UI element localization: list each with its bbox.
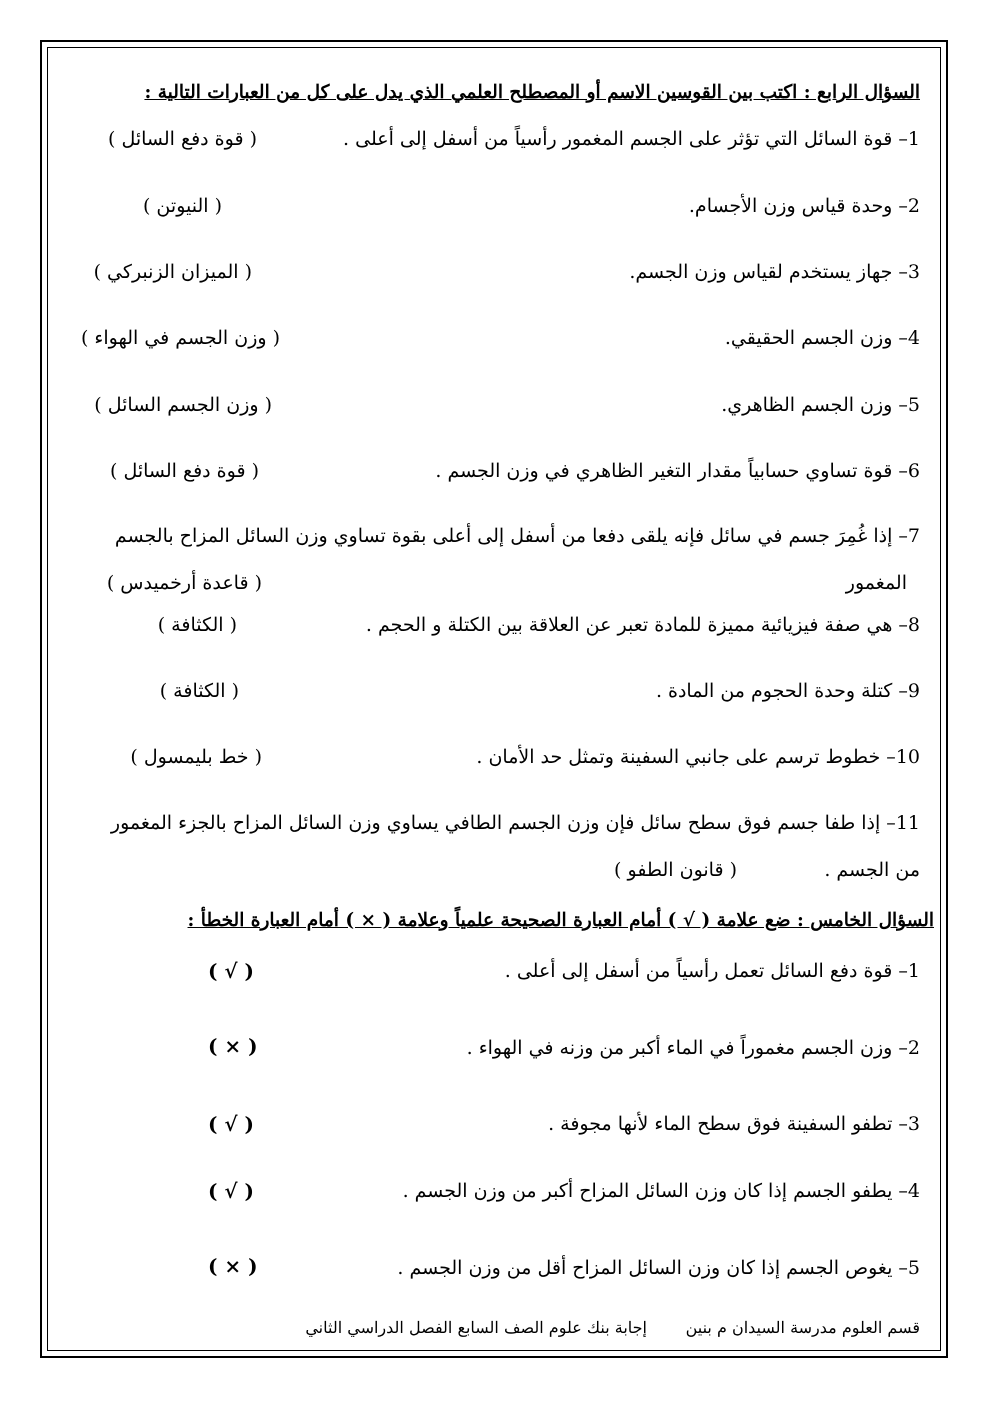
q4-item-4: 4– وزن الجسم الحقيقي. (724, 327, 920, 349)
q4-item-6: 6– قوة تساوي حسابياً مقدار التغير الظاهري في وزن الجسم . (435, 460, 920, 482)
q5-answer-2: ( × ) (208, 1034, 258, 1058)
q4-answer-9: ( الكثافة ) (159, 680, 239, 702)
q4-heading: السؤال الرابع : اكتب بين القوسين الاسم أو المصطلح العلمي الذي يدل على كل من العبارات التالية : (144, 82, 920, 103)
q4-answer-5: ( وزن الجسم السائل ) (94, 394, 272, 416)
q4-item-1: 1– قوة السائل التي تؤثر على الجسم المغمور رأسياً من أسفل إلى أعلى . (343, 128, 920, 150)
q5-answer-1: ( √ ) (208, 959, 254, 983)
q5-item-3: 3– تطفو السفينة فوق سطح الماء لأنها مجوفة . (548, 1113, 920, 1135)
q4-item-10: 10– خطوط ترسم على جانبي السفينة وتمثل حد الأمان . (476, 746, 920, 768)
q4-answer-1: ( قوة دفع السائل ) (108, 128, 257, 150)
q4-answer-2: ( النيوتن ) (142, 195, 222, 217)
q4-item-11: 11– إذا طفا جسم فوق سطح سائل فإن وزن الجسم الطافي يساوي وزن السائل المزاح بالجزء المغمور (110, 812, 920, 834)
q4-item-7: 7– إذا غُمِرَ جسم في سائل فإنه يلقى دفعا من أسفل إلى أعلى بقوة تساوي وزن السائل المزاح بالجسم (114, 525, 920, 547)
q5-heading: السؤال الخامس : ضع علامة ( √ ) أمام العبارة الصحيحة علمياً وعلامة ( × ) أمام العبارة الخطأ : (187, 910, 934, 931)
q5-item-4: 4– يطفو الجسم إذا كان وزن السائل المزاح أكبر من وزن الجسم . (402, 1180, 920, 1202)
q4-answer-10: ( خط بليمسول ) (130, 746, 262, 768)
q5-item-1: 1– قوة دفع السائل تعمل رأسياً من أسفل إلى أعلى . (504, 960, 920, 982)
q5-answer-4: ( √ ) (208, 1179, 254, 1203)
q5-answer-5: ( × ) (208, 1254, 258, 1278)
q4-item-7-cont: المغمور (845, 572, 907, 594)
q5-item-5: 5– يغوص الجسم إذا كان وزن السائل المزاح أقل من وزن الجسم . (397, 1257, 920, 1279)
q5-answer-3: ( √ ) (208, 1112, 254, 1136)
q4-answer-3: ( الميزان الزنبركي ) (93, 261, 252, 283)
q4-item-9: 9– كتلة وحدة الحجوم من المادة . (655, 680, 920, 702)
q4-answer-7: ( قاعدة أرخميدس ) (106, 572, 262, 594)
q4-item-3: 3– جهاز يستخدم لقياس وزن الجسم. (629, 261, 920, 283)
q5-item-2: 2– وزن الجسم مغموراً في الماء أكبر من وزنه في الهواء . (466, 1037, 920, 1059)
footer-department: قسم العلوم مدرسة السيدان م بنين (685, 1318, 920, 1337)
q4-item-5: 5– وزن الجسم الظاهري. (721, 394, 920, 416)
q4-item-11-cont: من الجسم . (824, 859, 920, 881)
footer-title: إجابة بنك علوم الصف السابع الفصل الدراسي الثاني (305, 1318, 647, 1337)
q4-answer-6: ( قوة دفع السائل ) (110, 460, 259, 482)
q4-answer-11: ( قانون الطفو ) (614, 859, 737, 881)
q4-answer-8: ( الكثافة ) (157, 614, 237, 636)
q4-item-2: 2– وحدة قياس وزن الأجسام. (688, 195, 920, 217)
q4-item-8: 8– هي صفة فيزيائية مميزة للمادة تعبر عن العلاقة بين الكتلة و الحجم . (365, 614, 920, 636)
q4-answer-4: ( وزن الجسم في الهواء ) (80, 327, 280, 349)
